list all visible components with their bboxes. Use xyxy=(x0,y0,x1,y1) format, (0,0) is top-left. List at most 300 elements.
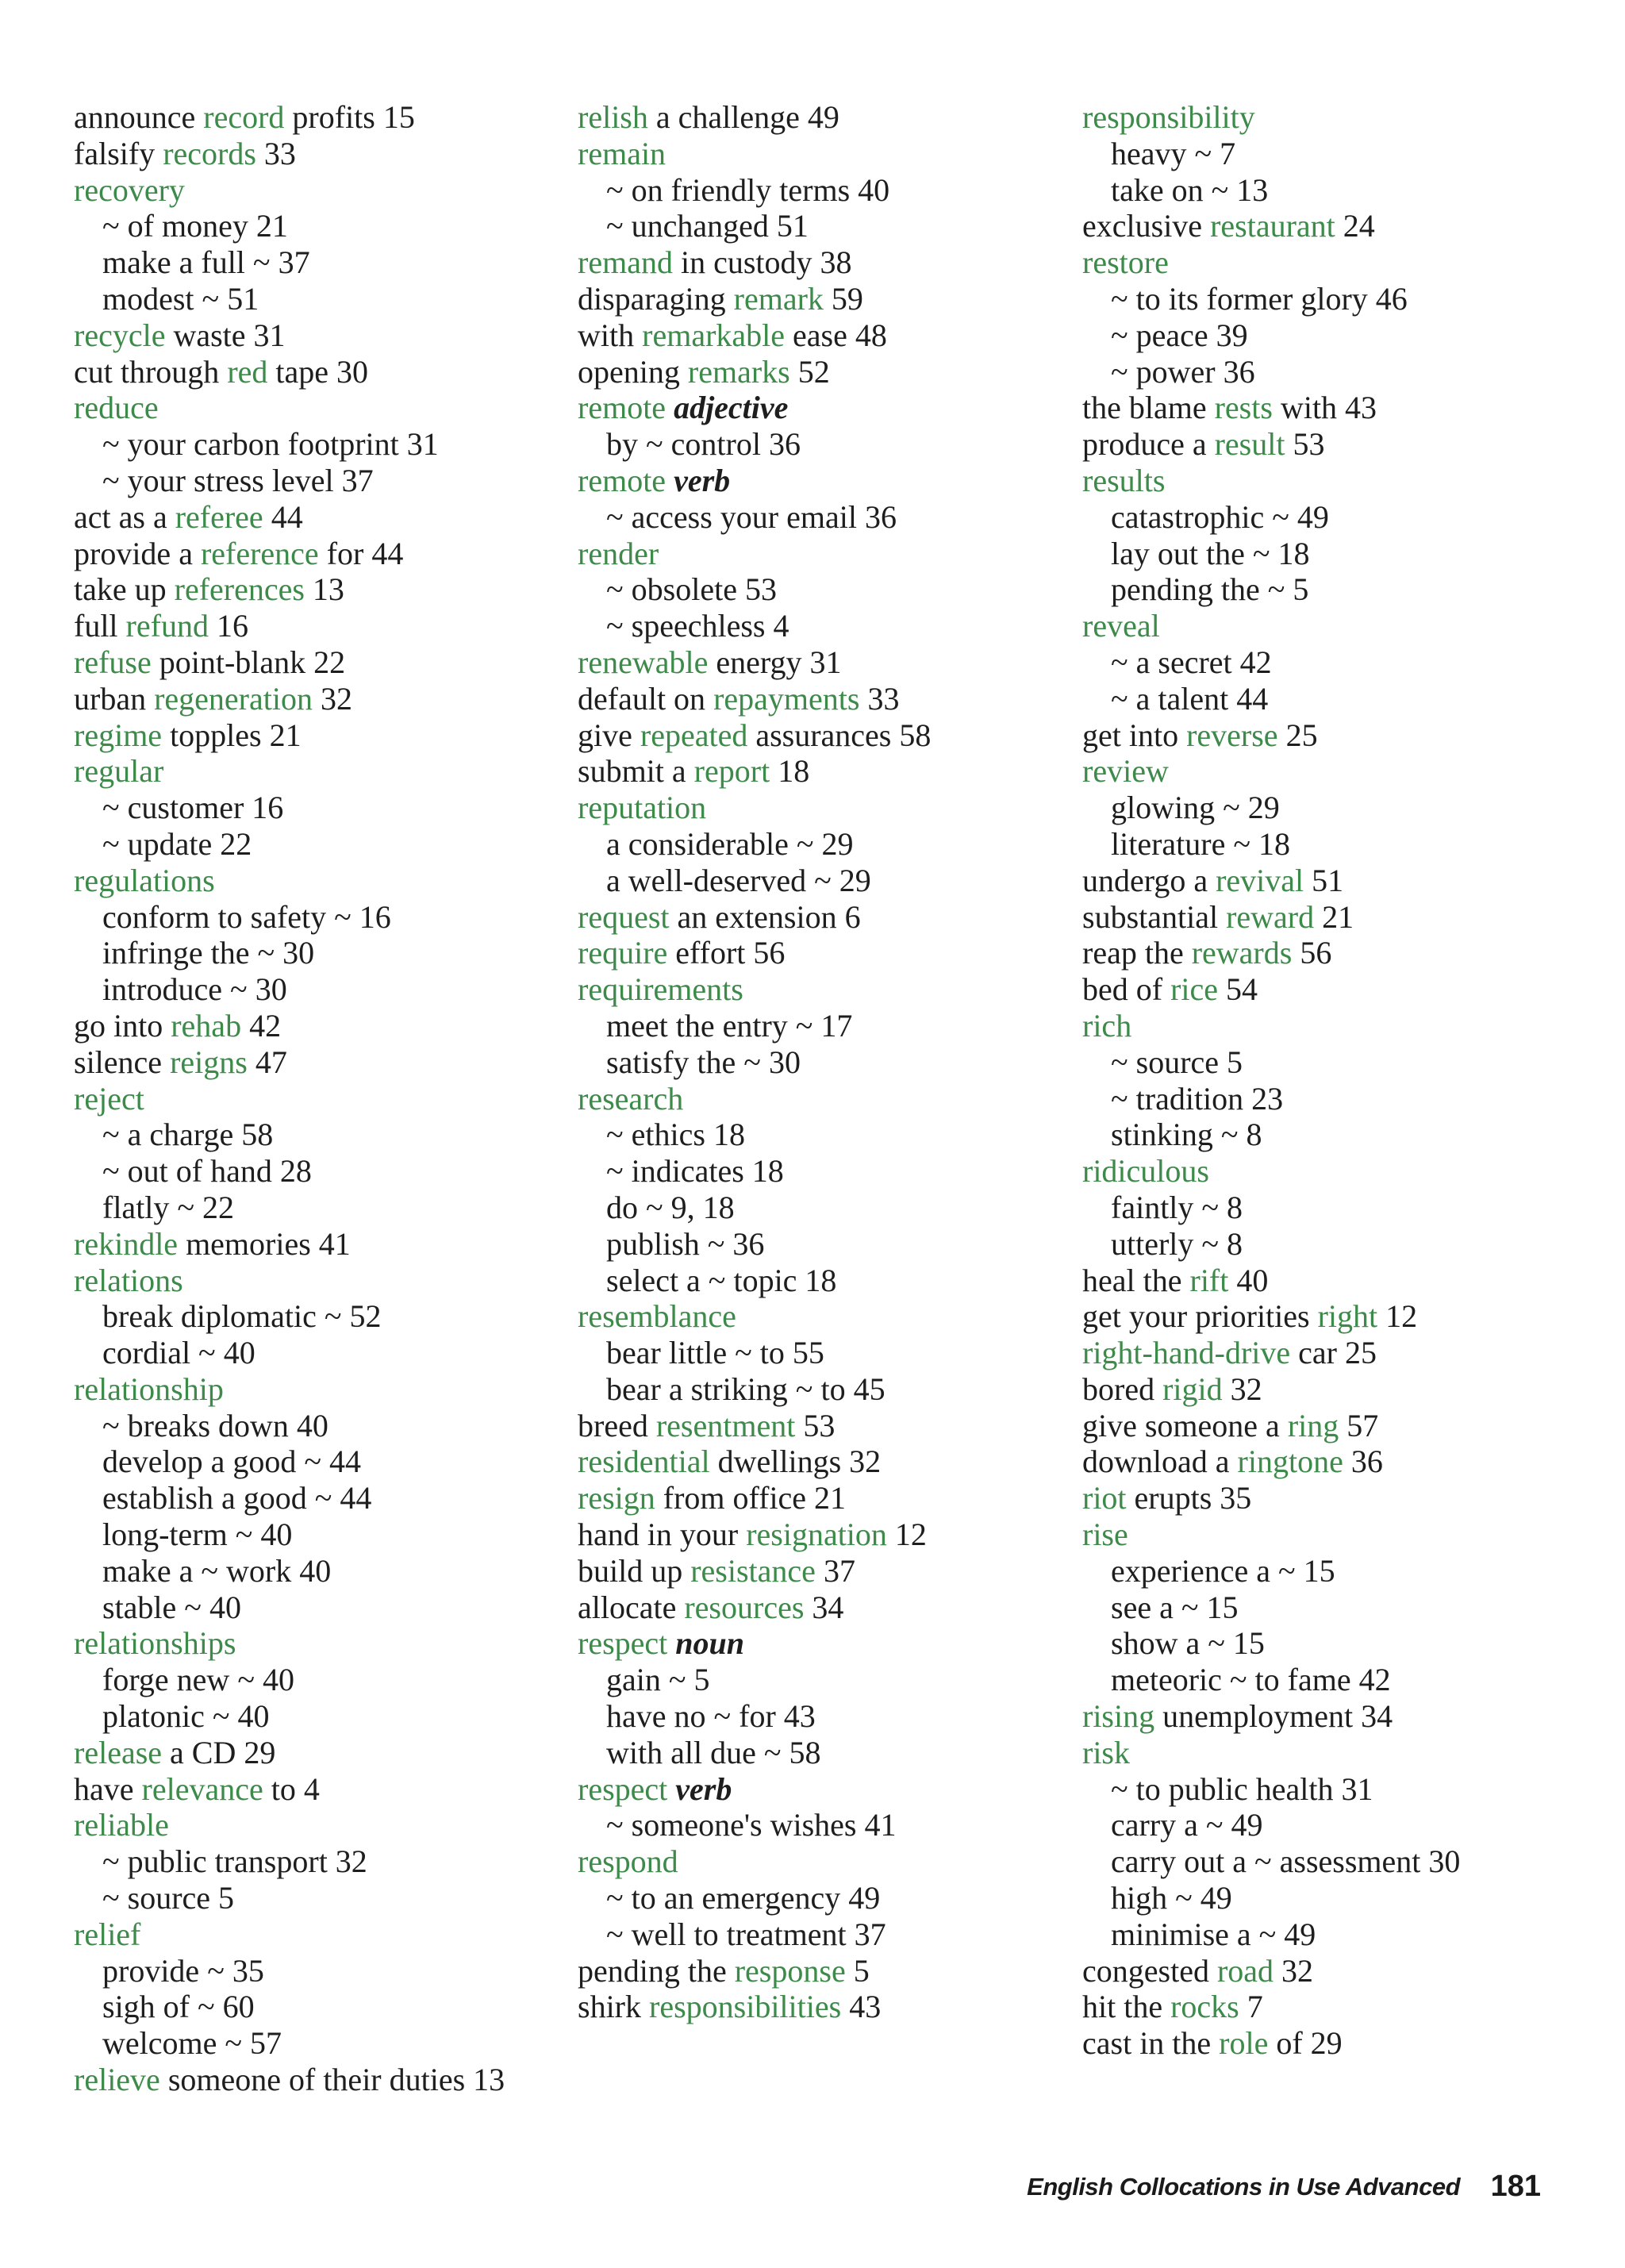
entry-text: a considerable ~ 29 xyxy=(606,825,854,862)
headword: red xyxy=(227,353,268,390)
index-subentry xyxy=(578,208,931,244)
index-entry xyxy=(1082,99,1460,136)
index-subentry xyxy=(74,935,505,971)
index-subentry xyxy=(1082,281,1460,317)
index-entry xyxy=(74,317,505,354)
headword: relationships xyxy=(74,1625,236,1662)
entry-text: 40 xyxy=(1228,1262,1269,1298)
index-subentry xyxy=(578,608,931,644)
entry-text: 12 xyxy=(886,1516,927,1553)
index-subentry xyxy=(1082,1916,1460,1953)
index-subentry xyxy=(1082,1044,1460,1081)
entry-text: glowing ~ 29 xyxy=(1111,790,1280,826)
entry-text: have xyxy=(74,1770,142,1807)
entry-text: ~ indicates 18 xyxy=(606,1153,784,1190)
entry-text: 54 xyxy=(1218,971,1258,1008)
index-entry xyxy=(578,644,931,681)
index-subentry xyxy=(1082,317,1460,354)
entry-text: urban xyxy=(74,680,155,717)
entry-text: submit a xyxy=(578,753,694,790)
index-subentry xyxy=(74,1516,505,1553)
entry-text: break diplomatic ~ 52 xyxy=(102,1298,382,1335)
entry-text: build up xyxy=(578,1552,691,1589)
entry-text: give xyxy=(578,717,640,753)
headword: resignation xyxy=(746,1516,887,1553)
headword: rewards xyxy=(1191,935,1293,971)
entry-text: someone of their duties 13 xyxy=(159,2062,505,2098)
index-entry xyxy=(1082,390,1460,426)
entry-text: ~ power 36 xyxy=(1111,353,1255,390)
index-entry xyxy=(74,136,505,172)
entry-text: 24 xyxy=(1335,208,1375,244)
index-entry xyxy=(578,1443,931,1480)
headword: rekindle xyxy=(74,1225,179,1262)
headword: report xyxy=(693,753,770,790)
index-entry xyxy=(1082,1989,1460,2025)
headword: records xyxy=(163,135,256,171)
entry-text: cast in the xyxy=(1082,2025,1220,2062)
index-subentry xyxy=(1082,681,1460,717)
entry-text: 34 xyxy=(804,1589,844,1625)
index-subentry xyxy=(578,1190,931,1226)
index-subentry xyxy=(74,244,505,281)
entry-text: ~ of money 21 xyxy=(102,208,288,244)
entry-text: platonic ~ 40 xyxy=(102,1698,270,1735)
index-subentry xyxy=(1082,1553,1460,1590)
entry-text: ~ a charge 58 xyxy=(102,1117,274,1153)
headword: recovery xyxy=(74,171,185,208)
entry-text: ~ unchanged 51 xyxy=(606,208,809,244)
index-entry xyxy=(578,1298,931,1335)
index-entry xyxy=(74,753,505,790)
entry-text: to 4 xyxy=(263,1770,320,1807)
entry-text: produce a xyxy=(1082,426,1215,463)
index-subentry xyxy=(74,971,505,1008)
entry-text: 33 xyxy=(255,135,296,171)
index-entry xyxy=(74,1771,505,1808)
entry-text: 18 xyxy=(770,753,810,790)
headword: remote xyxy=(578,390,667,426)
index-entry xyxy=(578,463,931,499)
index-subentry xyxy=(1082,1226,1460,1263)
entry-text: ease 48 xyxy=(785,317,887,353)
entry-text: 52 xyxy=(789,353,830,390)
headword: rift xyxy=(1189,1262,1229,1298)
headword: relevance xyxy=(141,1770,263,1807)
entry-text: do ~ 9, 18 xyxy=(606,1189,735,1225)
index-entry xyxy=(1082,1371,1460,1408)
headword: require xyxy=(578,935,668,971)
entry-text: take on ~ 13 xyxy=(1111,171,1269,208)
entry-text: default on xyxy=(578,680,714,717)
index-subentry xyxy=(74,1443,505,1480)
entry-text: 47 xyxy=(247,1044,287,1080)
entry-text: establish a good ~ 44 xyxy=(102,1480,372,1516)
entry-text: dwellings 32 xyxy=(709,1443,882,1480)
index-column-3 xyxy=(1082,99,1460,2062)
entry-text: minimise a ~ 49 xyxy=(1111,1916,1316,1952)
index-subentry xyxy=(578,1044,931,1081)
entry-text: 53 xyxy=(1285,426,1325,463)
index-entry xyxy=(74,354,505,390)
entry-text: download a xyxy=(1082,1443,1238,1480)
entry-text: carry a ~ 49 xyxy=(1111,1807,1263,1843)
index-entry xyxy=(74,1916,505,1953)
index-subentry xyxy=(578,1735,931,1771)
index-entry xyxy=(1082,2025,1460,2062)
index-entry xyxy=(74,863,505,899)
entry-text: congested xyxy=(1082,1952,1217,1989)
headword: refund xyxy=(125,608,209,644)
index-entry xyxy=(1082,1153,1460,1190)
entry-text xyxy=(666,463,674,498)
headword: role xyxy=(1219,2025,1269,2062)
entry-text: tape 30 xyxy=(267,353,369,390)
entry-text: in custody 38 xyxy=(672,244,852,281)
index-subentry xyxy=(1082,1590,1460,1626)
index-subentry xyxy=(74,1698,505,1735)
entry-text: literature ~ 18 xyxy=(1111,825,1290,862)
entry-text: show a ~ 15 xyxy=(1111,1625,1265,1662)
entry-text: full xyxy=(74,608,126,644)
index-subentry xyxy=(1082,536,1460,572)
entry-text: with xyxy=(578,317,643,353)
index-subentry xyxy=(578,826,931,863)
headword: regeneration xyxy=(154,680,313,717)
index-subentry xyxy=(74,426,505,463)
headword: resentment xyxy=(655,1407,796,1443)
entry-text: effort 56 xyxy=(667,935,786,971)
headword: resistance xyxy=(690,1552,816,1589)
entry-text: 56 xyxy=(1292,935,1332,971)
index-entry xyxy=(74,1226,505,1263)
entry-text: 5 xyxy=(845,1952,870,1989)
index-subentry xyxy=(1082,1625,1460,1662)
entry-text: a well-deserved ~ 29 xyxy=(606,862,871,898)
headword: resemblance xyxy=(578,1298,736,1335)
index-entry xyxy=(1082,899,1460,936)
index-entry xyxy=(578,1408,931,1444)
entry-text: satisfy the ~ 30 xyxy=(606,1044,801,1080)
part-of-speech: verb xyxy=(675,1770,732,1807)
headword: rocks xyxy=(1170,1989,1239,2025)
part-of-speech: noun xyxy=(675,1625,745,1662)
index-subentry xyxy=(578,1153,931,1190)
entry-text: develop a good ~ 44 xyxy=(102,1443,362,1480)
index-entry xyxy=(1082,1480,1460,1516)
entry-text: ~ breaks down 40 xyxy=(102,1407,328,1443)
entry-text: 16 xyxy=(208,608,248,644)
headword: research xyxy=(578,1080,684,1117)
headword: rehab xyxy=(171,1007,242,1044)
index-entry xyxy=(74,681,505,717)
entry-text: 12 xyxy=(1377,1298,1418,1335)
entry-text: catastrophic ~ 49 xyxy=(1111,498,1329,535)
index-subentry xyxy=(74,1662,505,1698)
entry-text: make a ~ work 40 xyxy=(102,1552,332,1589)
headword: rests xyxy=(1214,390,1273,426)
entry-text: publish ~ 36 xyxy=(606,1225,765,1262)
entry-text: 25 xyxy=(1277,717,1318,753)
index-subentry xyxy=(74,1298,505,1335)
index-entry xyxy=(74,536,505,572)
index-subentry xyxy=(578,1807,931,1843)
index-subentry xyxy=(1082,1771,1460,1808)
index-subentry xyxy=(74,1408,505,1444)
headword: revival xyxy=(1216,862,1304,898)
entry-text: memories 41 xyxy=(178,1225,351,1262)
index-subentry xyxy=(74,463,505,499)
headword: ring xyxy=(1287,1407,1339,1443)
index-subentry xyxy=(578,1698,931,1735)
headword: right-hand-drive xyxy=(1082,1335,1291,1371)
entry-text: meet the entry ~ 17 xyxy=(606,1007,853,1044)
headword: reputation xyxy=(578,790,707,826)
index-column-1 xyxy=(74,99,505,2098)
headword: repeated xyxy=(640,717,748,753)
entry-text: ~ well to treatment 37 xyxy=(606,1916,886,1952)
entry-text xyxy=(667,1625,675,1661)
entry-text: 51 xyxy=(1304,862,1344,898)
index-entry xyxy=(578,1480,931,1516)
entry-text: erupts 35 xyxy=(1126,1480,1252,1516)
index-subentry xyxy=(1082,354,1460,390)
entry-text: with 43 xyxy=(1272,390,1377,426)
entry-text: ~ obsolete 53 xyxy=(606,571,777,608)
headword: rigid xyxy=(1162,1370,1223,1407)
entry-text: conform to safety ~ 16 xyxy=(102,898,391,935)
index-entry xyxy=(1082,1735,1460,1771)
entry-text: go into xyxy=(74,1007,171,1044)
entry-text: assurances 58 xyxy=(747,717,932,753)
entry-text: ~ to an emergency 49 xyxy=(606,1880,881,1916)
index-entry xyxy=(1082,426,1460,463)
headword: record xyxy=(203,99,285,135)
index-entry xyxy=(1082,863,1460,899)
entry-text: the blame xyxy=(1082,390,1215,426)
index-entry xyxy=(578,971,931,1008)
index-entry xyxy=(74,1735,505,1771)
entry-text: an extension 6 xyxy=(669,898,861,935)
index-entry xyxy=(1082,1298,1460,1335)
index-subentry xyxy=(578,1008,931,1044)
index-entry xyxy=(578,790,931,826)
headword: results xyxy=(1082,462,1166,498)
index-entry xyxy=(578,1516,931,1553)
index-entry xyxy=(74,1807,505,1843)
book-title: English Collocations in Use Advanced xyxy=(1027,2173,1460,2201)
entry-text: point-blank 22 xyxy=(151,644,346,680)
entry-text: for 44 xyxy=(318,535,404,571)
headword: right xyxy=(1317,1298,1378,1335)
index-subentry xyxy=(74,826,505,863)
entry-text: utterly ~ 8 xyxy=(1111,1225,1243,1262)
entry-text: flatly ~ 22 xyxy=(102,1189,235,1225)
headword: responsibilities xyxy=(649,1989,842,2025)
headword: relations xyxy=(74,1262,183,1298)
headword: remand xyxy=(578,244,673,281)
index-subentry xyxy=(1082,1081,1460,1117)
index-subentry xyxy=(74,1335,505,1371)
entry-text: 7 xyxy=(1239,1989,1263,2025)
index-entry xyxy=(1082,1335,1460,1371)
headword: requirements xyxy=(578,971,743,1008)
entry-text: ~ access your email 36 xyxy=(606,498,897,535)
index-entry xyxy=(578,390,931,426)
index-entry xyxy=(74,1008,505,1044)
index-subentry xyxy=(74,2025,505,2062)
headword: refuse xyxy=(74,644,152,680)
index-subentry xyxy=(578,1662,931,1698)
headword: reveal xyxy=(1082,608,1160,644)
index-entry xyxy=(74,571,505,608)
headword: review xyxy=(1082,753,1169,790)
index-entry xyxy=(578,354,931,390)
index-entry xyxy=(1082,971,1460,1008)
headword: referee xyxy=(175,498,263,535)
index-entry xyxy=(578,1771,931,1808)
entry-text: allocate xyxy=(578,1589,685,1625)
index-entry xyxy=(578,1081,931,1117)
entry-text: 57 xyxy=(1339,1407,1379,1443)
entry-text: carry out a ~ assessment 30 xyxy=(1111,1843,1461,1880)
entry-text: undergo a xyxy=(1082,862,1216,898)
entry-text: ~ speechless 4 xyxy=(606,608,789,644)
index-entry xyxy=(74,717,505,754)
headword: release xyxy=(74,1734,163,1770)
index-subentry xyxy=(1082,1807,1460,1843)
index-entry xyxy=(1082,463,1460,499)
headword: residential xyxy=(578,1443,710,1480)
index-subentry xyxy=(74,790,505,826)
entry-text: see a ~ 15 xyxy=(1111,1589,1239,1625)
entry-text: cut through xyxy=(74,353,228,390)
entry-text: provide a xyxy=(74,535,201,571)
index-entry xyxy=(578,244,931,281)
index-subentry xyxy=(578,172,931,209)
entry-text: 13 xyxy=(304,571,344,608)
headword: reference xyxy=(200,535,319,571)
headword: ringtone xyxy=(1237,1443,1343,1480)
index-subentry xyxy=(1082,826,1460,863)
entry-text: shirk xyxy=(578,1989,649,2025)
headword: reigns xyxy=(170,1044,248,1080)
entry-text: 44 xyxy=(263,498,303,535)
headword: reject xyxy=(74,1080,144,1117)
entry-text: announce xyxy=(74,99,204,135)
entry-text: take up xyxy=(74,571,175,608)
index-subentry xyxy=(1082,1662,1460,1698)
index-entry xyxy=(578,899,931,936)
entry-text: 53 xyxy=(795,1407,836,1443)
headword: remarkable xyxy=(642,317,786,353)
headword: rice xyxy=(1170,971,1219,1008)
index-subentry xyxy=(578,1371,931,1408)
entry-text: 42 xyxy=(241,1007,282,1044)
index-entry xyxy=(578,681,931,717)
index-entry xyxy=(74,608,505,644)
index-subentry xyxy=(1082,790,1460,826)
index-entry xyxy=(74,1044,505,1081)
index-entry xyxy=(578,717,931,754)
entry-text: a challenge 49 xyxy=(647,99,839,135)
entry-text: modest ~ 51 xyxy=(102,280,259,317)
entry-text: ~ source 5 xyxy=(1111,1044,1243,1080)
entry-text: 32 xyxy=(1273,1952,1314,1989)
page-footer xyxy=(1027,2166,1547,2211)
entry-text: ~ source 5 xyxy=(102,1880,235,1916)
entry-text: silence xyxy=(74,1044,171,1080)
entry-text: 59 xyxy=(823,280,863,317)
entry-text: ~ tradition 23 xyxy=(1111,1080,1284,1117)
index-entry xyxy=(74,499,505,536)
entry-text: heavy ~ 7 xyxy=(1111,135,1236,171)
index-entry xyxy=(1082,208,1460,244)
index-subentry xyxy=(578,426,931,463)
index-subentry xyxy=(1082,1843,1460,1880)
index-subentry xyxy=(1082,644,1460,681)
index-entry xyxy=(578,1590,931,1626)
index-subentry xyxy=(74,281,505,317)
index-entry xyxy=(74,99,505,136)
entry-text: 21 xyxy=(1314,898,1354,935)
index-subentry xyxy=(578,1263,931,1299)
index-entry xyxy=(74,1625,505,1662)
entry-text: bear a striking ~ to 45 xyxy=(606,1370,885,1407)
index-entry xyxy=(1082,717,1460,754)
entry-text: ~ your carbon footprint 31 xyxy=(102,426,439,463)
headword: rich xyxy=(1082,1007,1132,1044)
index-subentry xyxy=(74,1190,505,1226)
index-subentry xyxy=(1082,1190,1460,1226)
entry-text: ~ a talent 44 xyxy=(1111,680,1269,717)
index-subentry xyxy=(578,1117,931,1153)
entry-text: act as a xyxy=(74,498,175,535)
index-entry xyxy=(1082,1516,1460,1553)
entry-text: make a full ~ 37 xyxy=(102,244,310,281)
headword: regular xyxy=(74,753,164,790)
entry-text: high ~ 49 xyxy=(1111,1880,1232,1916)
index-entry xyxy=(1082,1008,1460,1044)
entry-text: stable ~ 40 xyxy=(102,1589,241,1625)
entry-text: bear little ~ to 55 xyxy=(606,1335,824,1371)
headword: resources xyxy=(684,1589,805,1625)
entry-text: by ~ control 36 xyxy=(606,426,801,463)
index-entry xyxy=(74,2062,505,2098)
entry-text: infringe the ~ 30 xyxy=(102,935,315,971)
headword: request xyxy=(578,898,670,935)
headword: respond xyxy=(578,1843,678,1880)
entry-text: pending the ~ 5 xyxy=(1111,571,1309,608)
index-subentry xyxy=(74,208,505,244)
entry-text: stinking ~ 8 xyxy=(1111,1117,1262,1153)
index-subentry xyxy=(578,863,931,899)
headword: relationship xyxy=(74,1370,224,1407)
entry-text: bed of xyxy=(1082,971,1171,1008)
entry-text: gain ~ 5 xyxy=(606,1662,710,1698)
index-subentry xyxy=(578,1880,931,1916)
entry-text: pending the xyxy=(578,1952,735,1989)
index-entry xyxy=(1082,1408,1460,1444)
index-subentry xyxy=(1082,1117,1460,1153)
headword: regulations xyxy=(74,862,215,898)
entry-text: get into xyxy=(1082,717,1187,753)
entry-text: ~ to public health 31 xyxy=(1111,1770,1373,1807)
part-of-speech: adjective xyxy=(674,390,789,426)
entry-text: energy 31 xyxy=(708,644,842,680)
index-entry xyxy=(578,1843,931,1880)
entry-text: give someone a xyxy=(1082,1407,1288,1443)
